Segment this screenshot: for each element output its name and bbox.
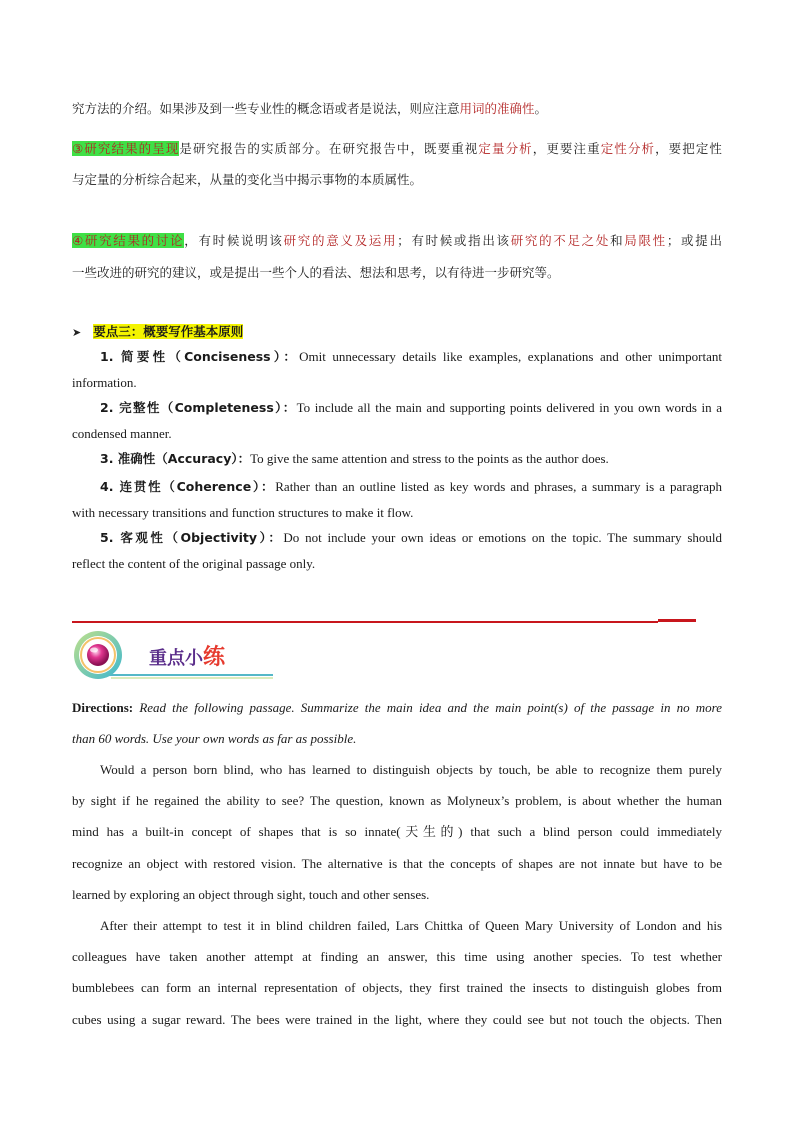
highlight-results-presentation: ③研究结果的呈现 (72, 141, 180, 156)
paragraph-results-line1: ③研究结果的呈现是研究报告的实质部分。在研究报告中，既要重视定量分析，更要注重定性分析，要把定性 (72, 141, 722, 156)
passage-line-4: recognize an object with restored vision. The alternative is that the concepts of shapes are not innate but have to be (72, 856, 722, 871)
principle-1-line1: 1. 简要性（Conciseness）：Omit unnecessary details like examples, explanations and other unimportant (100, 349, 722, 364)
passage-line-9: cubes using a sugar reward. The bees were trained in the light, where they could see but not touch the objects. Then (72, 1012, 722, 1027)
principle-2-line1: 2. 完整性（Completeness）：To include all the main and supporting points delivered in you own words in a (100, 400, 722, 415)
section-divider (72, 621, 658, 623)
section-heading: ➤ 要点三：概要写作基本原则 (72, 324, 244, 339)
passage-line-8: bumblebees can form an internal representation of objects, they first trained the insects to distinguish globes from (72, 980, 722, 995)
passage-line-2: by sight if he regained the ability to see? The question, known as Molyneux’s problem, is about whether the human (72, 793, 722, 808)
highlight-results-discussion: ④研究结果的讨论 (72, 233, 185, 248)
principle-4-line1: 4. 连贯性（Coherence）：Rather than an outline listed as key words and phrases, a summary is a paragraph (100, 479, 722, 494)
principle-3-line1: 3. 准确性（Accuracy）：To give the same attention and stress to the points as the author does. (100, 451, 609, 466)
principle-5-line1: 5. 客观性（Objectivity）：Do not include your own ideas or emotions on the topic. The summary should (100, 530, 722, 545)
paragraph-results-line2: 与定量的分析综合起来，从量的变化当中揭示事物的本质属性。 (72, 172, 423, 187)
principle-4-line2: with necessary transitions and function structures to make it flow. (72, 505, 414, 520)
practice-banner-title: 重点小练 (149, 644, 226, 670)
passage-line-5: learned by exploring an object through sight, touch and other senses. (72, 887, 430, 902)
paragraph-discussion-line2: 一些改进的研究的建议，或是提出一些个人的看法、想法和思考，以有待进一步研究等。 (72, 265, 560, 280)
arrow-bullet-icon: ➤ (72, 326, 82, 339)
principle-1-line2: information. (72, 375, 137, 390)
principle-2-line2: condensed manner. (72, 426, 172, 441)
directions-line1: Directions: Read the following passage. Summarize the main idea and the main point(s) of the passage in no more (72, 700, 722, 715)
directions-line2: than 60 words. Use your own words as far as possible. (72, 731, 357, 746)
practice-banner (71, 630, 275, 680)
passage-line-1: Would a person born blind, who has learned to distinguish objects by touch, be able to recognize them purely (100, 762, 722, 777)
passage-line-6: After their attempt to test it in blind children failed, Lars Chittka of Queen Mary University of London and his (100, 918, 722, 933)
section-divider-accent (658, 619, 696, 622)
passage-line-7: colleagues have taken another attempt at finding an answer, this time using another species. To test whether (72, 949, 722, 964)
paragraph-methods-intro: 究方法的介绍。如果涉及到一些专业性的概念语或者是说法，则应注意用词的准确性。 (72, 101, 548, 116)
paragraph-discussion-line1: ④研究结果的讨论，有时候说明该研究的意义及运用；有时候或指出该研究的不足之处和局限性；或提出 (72, 233, 722, 248)
passage-line-3: mind has a built-in concept of shapes that is so innate(天生的) that such a blind person could immediately (72, 824, 722, 839)
principle-5-line2: reflect the content of the original passage only. (72, 556, 316, 571)
